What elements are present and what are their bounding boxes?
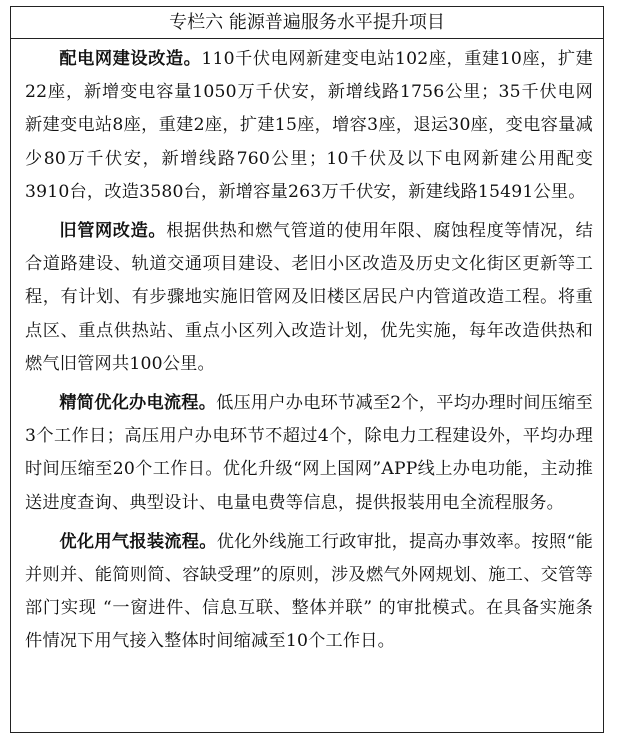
section-old-pipe-network [25,215,593,381]
section-body: 根据供热和燃气管道的使用年限、腐蚀程度等情况，结合道路建设、轨道交通项目建设、老旧小区改造及历史文化街区更新等工程，有计划、有步骤地实施旧管网及旧楼区居民户内管道改造工程。将重点区、重点供热站、重点小区列入改造计划，优先实施，每年改造供热和燃气旧管网共100公里。 [25,221,593,374]
section-gas-process [25,526,593,659]
project-box [10,6,604,733]
section-heading: 精简优化办电流程。 [59,393,217,414]
section-heading: 优化用气报装流程。 [59,531,217,552]
section-heading: 配电网建设改造。 [59,49,202,69]
section-heading: 旧管网改造。 [59,221,167,242]
section-electricity-process [25,387,593,520]
section-body: 优化外线施工行政审批，提高办事效率。按照“能并则并、能简则简、容缺受理”的原则，涉及燃气外网规划、施工、交管等部门实现 “一窗进件、信息互联、整体并联” 的审批模式。在具备实施条件情况下用气接入整体时间缩减至10个工作日。 [25,531,593,652]
section-body: 110千伏电网新建变电站102座，重建10座，扩建22座，新增变电容量1050万千伏安，新增线路1756公里；35千伏电网新建变电站8座，重建2座，扩建15座，增容3座，退运30座，变电容量减少80万千伏安，新增线路760公里；10千伏及以下电网新建公用配变3910台，改造3580台，新增容量263万千伏安，新建线路15491公里。 [25,49,593,202]
box-content [11,39,603,659]
box-title: 专栏六 能源普遍服务水平提升项目 [11,7,603,39]
section-distribution-grid [25,43,593,209]
section-body: 低压用户办电环节减至2个，平均办理时间压缩至3个工作日；高压用户办电环节不超过4个，除电力工程建设外，平均办理时间压缩至20个工作日。优化升级“网上国网”APP线上办电功能，主动推送进度查询、典型设计、电量电费等信息，提供报装用电全流程服务。 [25,393,593,513]
